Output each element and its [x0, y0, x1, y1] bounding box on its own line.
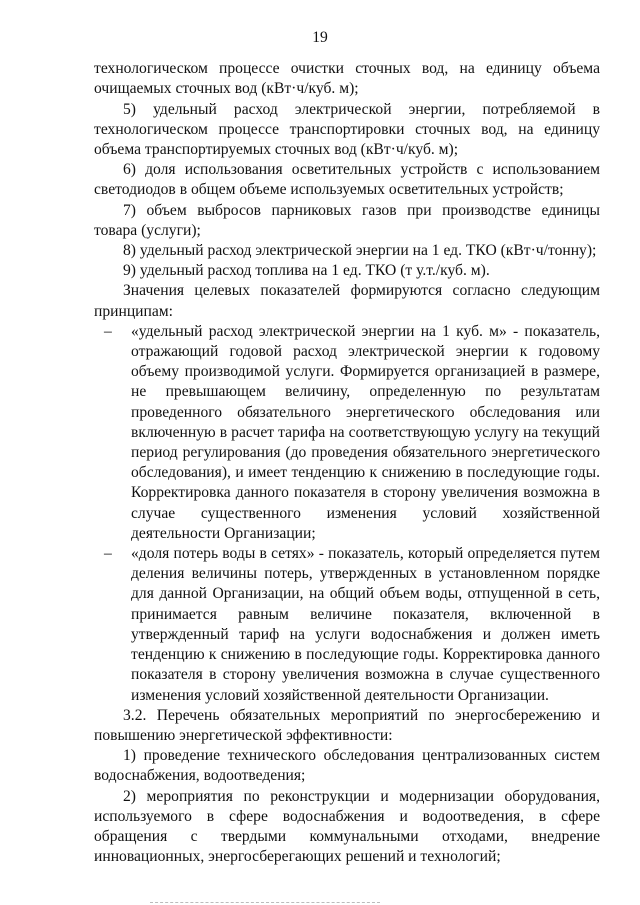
principle-item-electricity: – «удельный расход электрической энергии на 1 куб. м» - показатель, отражающий годовой расход электрической энергии к годовому объему производимой услуги. Формируется организацией в размере, не превышающем величину, определенную по результатам проведенного обязательного энергетического обследования или включенную в расчет тарифа на соответствующую услугу на текущий период регулирования (до проведения обязательного энергетического обследования), и имеет тенденцию к снижению в последующие годы. Корректировка данного показателя в сторону увеличения возможна в случае существенного изменения условий хозяйственной деятельности Организации; [131, 322, 600, 544]
list-item-7: 7) объем выбросов парниковых газов при производстве единицы товара (услуги); [94, 201, 600, 239]
scan-artifact-line [150, 902, 380, 903]
principle-item-water-losses: – «доля потерь воды в сетях» - показатель, который определяется путем деления величины потерь, утвержденных в установленном порядке для данной Организации, на общий объем воды, отпущенной в сеть, принимается равным величине показателя, включенной в утвержденный тариф на услуги водоснабжения и должен иметь тенденцию к снижению в последующие годы. Корректировка данного показателя в сторону увеличения возможна в случае существенного изменения условий хозяйственной деятельности Организации. [131, 544, 600, 706]
measure-item-2: 2) мероприятия по реконструкции и модернизации оборудования, используемого в сфере водоснабжения и водоотведения, в сфере обращения с твердыми коммунальными отходами, внедрение инновационных, энергосберегающих решений и технологий; [94, 787, 600, 866]
principles-list [94, 322, 600, 706]
measure-item-1: 1) проведение технического обследования централизованных систем водоснабжения, водоотведения; [94, 747, 600, 785]
section-3-2-heading: 3.2. Перечень обязательных мероприятий по энергосбережению и повышению энергетической эффективности: [94, 706, 600, 744]
page-number: 19 [312, 29, 328, 46]
paragraph-continuation: технологическом процессе очистки сточных вод, на единицу объема очищаемых сточных вод (кВт·ч/куб. м); [94, 60, 600, 98]
list-item-5: 5) удельный расход электрической энергии, потребляемой в технологическом процессе транспортировки сточных вод, на единицу объема транспортируемых сточных вод (кВт·ч/куб. м); [94, 100, 600, 159]
list-item-6: 6) доля использования осветительных устройств с использованием светодиодов в общем объеме используемых осветительных устройств; [94, 161, 600, 199]
list-item-8: 8) удельный расход электрической энергии на 1 ед. ТКО (кВт·ч/тонну); [123, 242, 597, 260]
principles-intro: Значения целевых показателей формируются согласно следующим принципам: [94, 282, 600, 320]
list-item-9: 9) удельный расход топлива на 1 ед. ТКО (т у.т./куб. м). [123, 262, 490, 280]
